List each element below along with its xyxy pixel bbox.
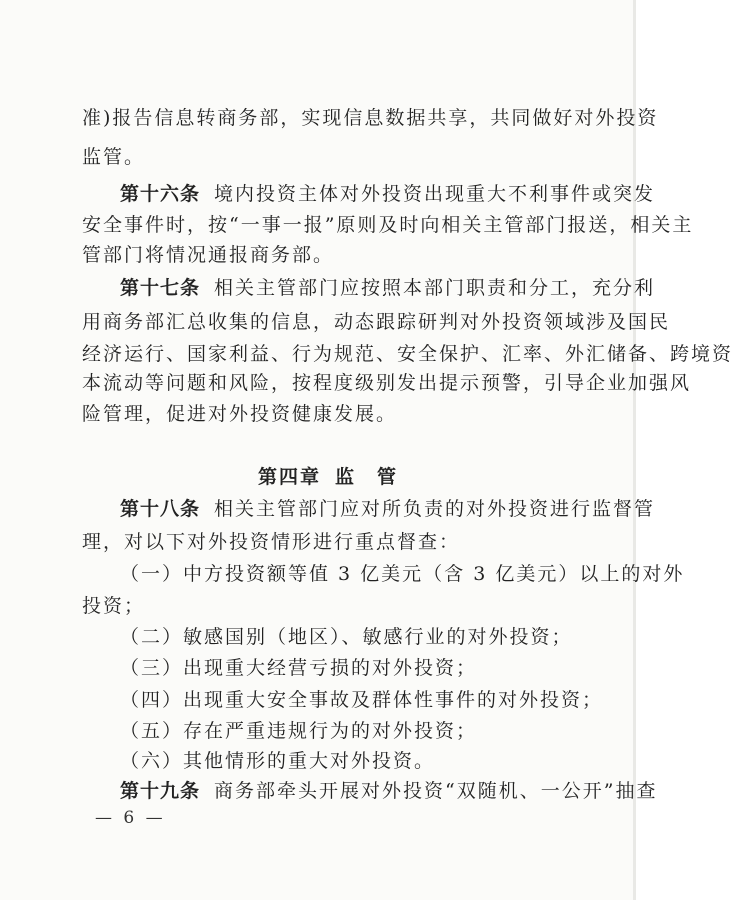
list-item: （三）出现重大经营亏损的对外投资； — [120, 657, 478, 679]
chapter-heading — [258, 462, 398, 489]
text-line: 管部门将情况通报商务部。 — [82, 244, 335, 266]
text-line: 监管。 — [82, 146, 146, 168]
article-19 — [120, 776, 657, 803]
text-line: 安全事件时，按“一事一报”原则及时向相关主管部门报送，相关主 — [82, 214, 694, 236]
article-label: 第十六条 — [120, 183, 201, 205]
text-line: 投资； — [82, 595, 146, 617]
text-line: 准)报告信息转商务部，实现信息数据共享，共同做好对外投资 — [82, 107, 659, 129]
text-line: 本流动等问题和风险，按程度级别发出提示预警，引导企业加强风 — [82, 372, 692, 394]
text-line: 经济运行、国家利益、行为规范、安全保护、汇率、外汇储备、跨境资 — [82, 343, 733, 365]
article-label: 第十七条 — [120, 277, 201, 299]
article-text: 相关主管部门应对所负责的对外投资进行监督管 — [214, 498, 656, 520]
page-number: — 6 — — [95, 808, 166, 828]
list-item: （五）存在严重违规行为的对外投资； — [120, 720, 478, 742]
list-item: （一）中方投资额等值 3 亿美元（含 3 亿美元）以上的对外 — [120, 563, 685, 585]
article-text: 相关主管部门应按照本部门职责和分工，充分利 — [214, 277, 656, 299]
article-text: 境内投资主体对外投资出现重大不利事件或突发 — [214, 183, 656, 205]
article-label: 第十八条 — [120, 498, 201, 520]
text-line: 用商务部汇总收集的信息，动态跟踪研判对外投资领域涉及国民 — [82, 311, 671, 333]
article-17 — [120, 273, 655, 300]
article-label: 第十九条 — [120, 780, 201, 802]
article-18 — [120, 494, 655, 521]
text-line: 险管理，促进对外投资健康发展。 — [82, 403, 398, 425]
article-text: 商务部牵头开展对外投资“双随机、一公开”抽查 — [214, 780, 658, 802]
chapter-title: 监 管 — [335, 466, 399, 488]
list-item: （四）出现重大安全事故及群体性事件的对外投资； — [120, 689, 604, 711]
page-edge-shadow — [633, 0, 636, 900]
list-item: （二）敏感国别（地区）、敏感行业的对外投资； — [120, 626, 573, 648]
list-item: （六）其他情形的重大对外投资。 — [120, 750, 436, 772]
chapter-number: 第四章 — [258, 466, 322, 488]
article-16 — [120, 179, 655, 206]
text-line: 理，对以下对外投资情形进行重点督查： — [82, 531, 461, 553]
